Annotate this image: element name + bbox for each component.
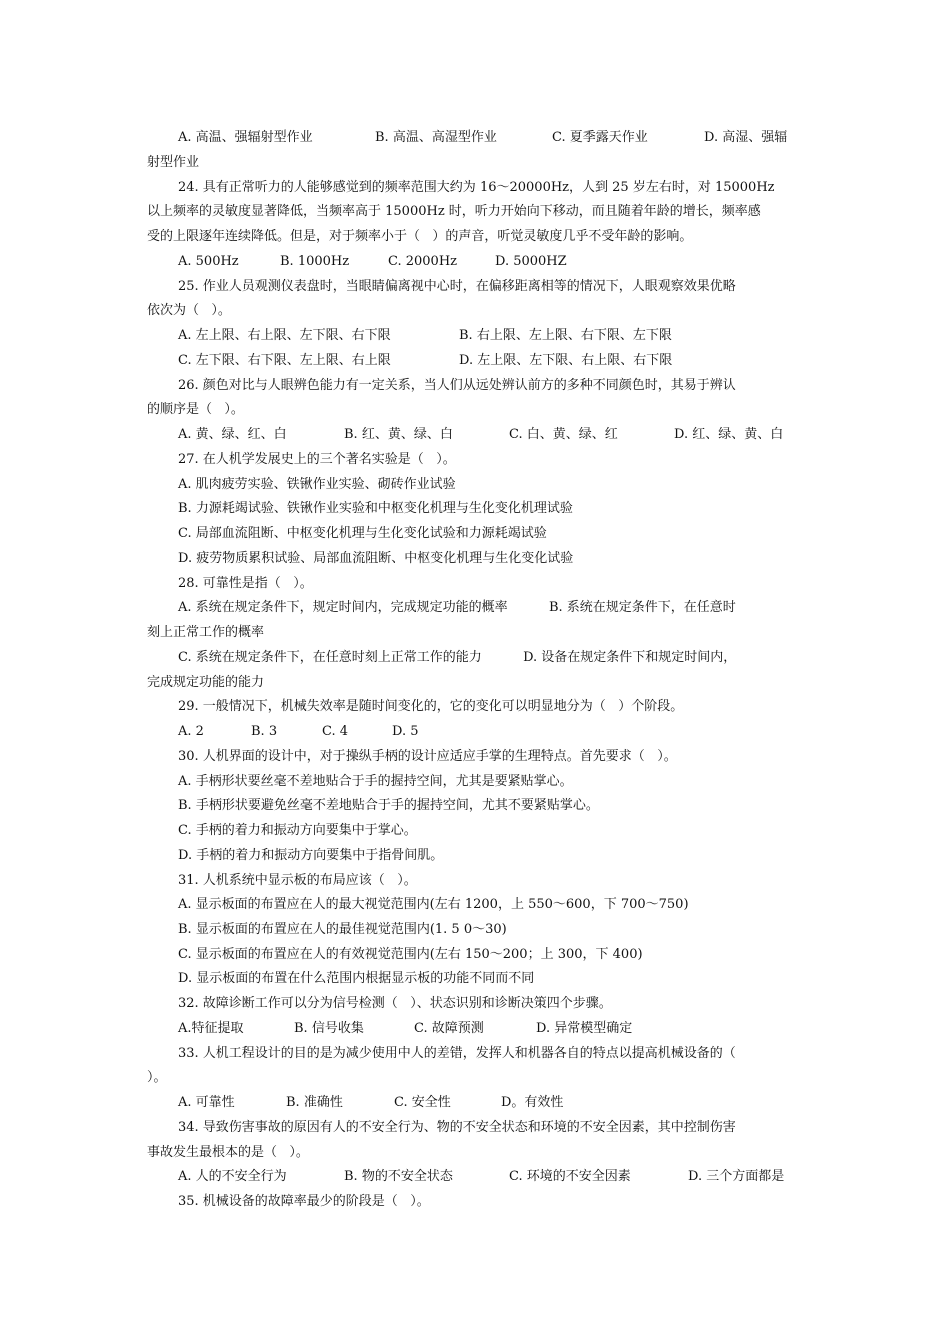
q25-option-d: D. 左上限、左下限、右上限、右下限 — [459, 353, 673, 368]
q29-option-b: B. 3 — [251, 724, 278, 739]
q34-option-d: D. 三个方面都是 — [688, 1169, 785, 1184]
q25-option-a: A. 左上限、右上限、左下限、右下限 — [178, 328, 391, 343]
q30-option-a: A. 手柄形状要丝毫不差地贴合于手的握持空间，尤其是要紧贴掌心。 — [178, 774, 573, 789]
q33-option-c: C. 安全性 — [394, 1095, 451, 1110]
q31-option-c: C. 显示板面的布置应在人的有效视觉范围内(左右 150～200；上 300，下 400) — [178, 947, 643, 962]
q29-option-c: C. 4 — [322, 724, 349, 739]
q32-option-d: D. 异常模型确定 — [536, 1021, 633, 1036]
q26-option-d: D. 红、绿、黄、白 — [674, 427, 784, 442]
q28-stem: 28. 可靠性是指（ ）。 — [178, 576, 313, 591]
q24-option-b: B. 1000Hz — [280, 254, 350, 269]
q27-stem: 27. 在人机学发展史上的三个著名实验是（ ）。 — [178, 452, 456, 467]
q30-option-d: D. 手柄的着力和振动方向要集中于指骨间肌。 — [178, 848, 444, 863]
q34-option-c: C. 环境的不安全因素 — [509, 1169, 631, 1184]
q24-option-a: A. 500Hz — [178, 254, 239, 269]
q26-option-b: B. 红、黄、绿、白 — [344, 427, 453, 442]
q27-option-c: C. 局部血流阻断、中枢变化机理与生化变化试验和力源耗竭试验 — [178, 526, 547, 541]
q23-option-d: D. 高湿、强辐 — [704, 130, 788, 145]
q28-options-ab: A. 系统在规定条件下，规定时间内，完成规定功能的概率 B. 系统在规定条件下，在任意时 — [178, 600, 736, 615]
q26-stem-line-2: 的顺序是（ ）。 — [147, 402, 244, 417]
q29-stem: 29. 一般情况下，机械失效率是随时间变化的，它的变化可以明显地分为（ ）个阶段。 — [178, 699, 684, 714]
q34-stem-line-2: 事故发生最根本的是（ ）。 — [147, 1145, 309, 1160]
q31-option-a: A. 显示板面的布置应在人的最大视觉范围内(左右 1200，上 550～600，下 700～750) — [178, 897, 689, 912]
q32-stem: 32. 故障诊断工作可以分为信号检测（ ）、状态识别和诊断决策四个步骤。 — [178, 996, 612, 1011]
q28-options-cd: C. 系统在规定条件下，在任意时刻上正常工作的能力 D. 设备在规定条件下和规定时间内， — [178, 650, 737, 665]
q25-option-c: C. 左下限、右下限、左上限、右上限 — [178, 353, 391, 368]
q35-stem: 35. 机械设备的故障率最少的阶段是（ ）。 — [178, 1194, 430, 1209]
q24-option-d: D. 5000HZ — [495, 254, 567, 269]
q30-stem: 30. 人机界面的设计中，对于操纵手柄的设计应适应手掌的生理特点。首先要求（ ）。 — [178, 749, 677, 764]
q32-option-a: A.特征提取 — [178, 1021, 244, 1036]
q24-option-c: C. 2000Hz — [388, 254, 458, 269]
q28-options-cd-continued: 完成规定功能的能力 — [147, 675, 265, 690]
q26-option-a: A. 黄、绿、红、白 — [178, 427, 287, 442]
q25-stem-line-1: 25. 作业人员观测仪表盘时，当眼睛偏离视中心时，在偏移距离相等的情况下，人眼观察效果优略 — [178, 279, 736, 294]
q23-option-d-continued: 射型作业 — [147, 155, 200, 170]
q26-stem-line-1: 26. 颜色对比与人眼辨色能力有一定关系，当人们从远处辨认前方的多种不同颜色时，其易于辨认 — [178, 378, 736, 393]
q33-option-d: D。有效性 — [501, 1095, 564, 1110]
q24-stem-line-3: 受的上限逐年连续降低。但是，对于频率小于（ ）的声音，听觉灵敏度几乎不受年龄的影响。 — [147, 229, 693, 244]
q33-option-b: B. 准确性 — [286, 1095, 343, 1110]
q33-stem-line-1: 33. 人机工程设计的目的是为减少使用中人的差错，发挥人和机器各自的特点以提高机械设备的（ — [178, 1046, 736, 1061]
q28-options-ab-continued: 刻上正常工作的概率 — [147, 625, 265, 640]
q27-option-a: A. 肌肉疲劳实验、铁锹作业实验、砌砖作业试验 — [178, 477, 456, 492]
q29-option-a: A. 2 — [178, 724, 204, 739]
q32-option-c: C. 故障预测 — [414, 1021, 484, 1036]
q29-option-d: D. 5 — [392, 724, 419, 739]
q31-option-b: B. 显示板面的布置应在人的最佳视觉范围内(1. 5 0～30) — [178, 922, 507, 937]
q23-option-b: B. 高温、高湿型作业 — [375, 130, 497, 145]
q24-stem-line-2: 以上频率的灵敏度显著降低，当频率高于 15000Hz 时，听力开始向下移动，而且随着年龄的增长，频率感 — [147, 204, 761, 219]
q27-option-d: D. 疲劳物质累积试验、局部血流阻断、中枢变化机理与生化变化试验 — [178, 551, 574, 566]
q30-option-b: B. 手柄形状要避免丝毫不差地贴合于手的握持空间，尤其不要紧贴掌心。 — [178, 798, 599, 813]
q26-option-c: C. 白、黄、绿、红 — [509, 427, 618, 442]
q32-option-b: B. 信号收集 — [294, 1021, 364, 1036]
q23-option-c: C. 夏季露天作业 — [552, 130, 648, 145]
q24-stem-line-1: 24. 具有正常听力的人能够感觉到的频率范围大约为 16～20000Hz，人到 25 岁左右时，对 15000Hz — [178, 180, 775, 195]
q34-option-a: A. 人的不安全行为 — [178, 1169, 287, 1184]
q34-stem-line-1: 34. 导致伤害事故的原因有人的不安全行为、物的不安全状态和环境的不安全因素，其中控制伤害 — [178, 1120, 736, 1135]
q25-option-b: B. 右上限、左上限、右下限、左下限 — [459, 328, 672, 343]
q30-option-c: C. 手柄的着力和振动方向要集中于掌心。 — [178, 823, 417, 838]
q31-option-d: D. 显示板面的布置在什么范围内根据显示板的功能不同而不同 — [178, 971, 535, 986]
q25-stem-line-2: 依次为（ ）。 — [147, 303, 231, 318]
q23-option-a: A. 高温、强辐射型作业 — [178, 130, 313, 145]
q34-option-b: B. 物的不安全状态 — [344, 1169, 453, 1184]
q33-option-a: A. 可靠性 — [178, 1095, 235, 1110]
q33-stem-line-2: ）。 — [147, 1070, 167, 1085]
q27-option-b: B. 力源耗竭试验、铁锹作业实验和中枢变化机理与生化变化机理试验 — [178, 501, 573, 516]
q31-stem: 31. 人机系统中显示板的布局应该（ ）。 — [178, 873, 417, 888]
